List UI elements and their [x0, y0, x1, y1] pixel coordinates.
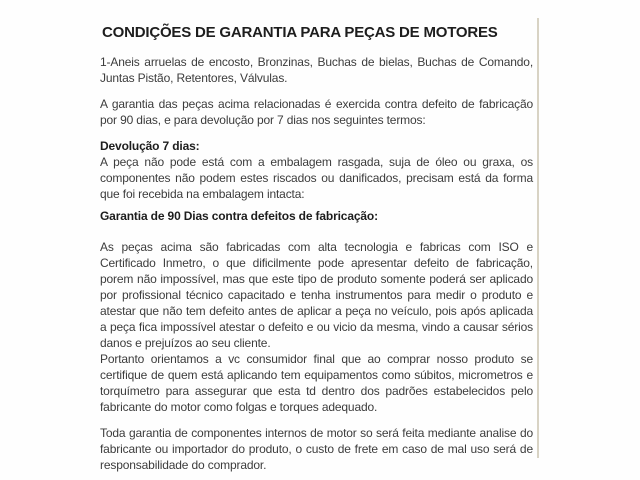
right-border-divider	[537, 18, 539, 458]
return-policy-heading: Devolução 7 dias:	[100, 139, 200, 153]
document-title: CONDIÇÕES DE GARANTIA PARA PEÇAS DE MOTORES	[102, 24, 498, 41]
return-policy-paragraph: A peça não pode está com a embalagem rasgada, suja de óleo ou graxa, os componentes não podem estes riscados ou danificados, precisam está da forma que foi recebida na embalagem intacta:	[100, 155, 533, 201]
factory-defect-paragraph-2: Portanto orientamos a vc consumidor final que ao comprar nosso produto se certifique de quem está aplicando tem equipamentos como súbitos, micrometros e torquímetro para assegurar que esta td dentro dos padrões estabelecidos pelo fabricante do motor como folgas e torques adequado.	[100, 352, 533, 414]
factory-defect-heading: Garantia de 90 Dias contra defeitos de fabricação:	[100, 209, 378, 223]
factory-defect-paragraph-1: As peças acima são fabricadas com alta tecnologia e fabricas com ISO e Certificado Inmetro, o que dificilmente pode apresentar defeito de fabricação, porem não impossível, mas que este tipo de produto somente poderá ser aplicado por profissional técnico capacitado e tenha instrumentos para medir o produto e atestar que não tem defeito antes de aplicar a peça no veículo, pois após aplicada a peça fica impossível atestar o defeito e ou vicio da mesma, vindo a causar sérios danos e prejuízos ao seu cliente.	[100, 240, 533, 350]
closing-paragraph: Toda garantia de componentes internos de motor so será feita mediante analise do fabricante ou importador do produto, o custo de frete em caso de mal uso será de responsabilidade do comprador.	[100, 426, 533, 472]
warranty-terms-paragraph: A garantia das peças acima relacionadas é exercida contra defeito de fabricação por 90 dias, e para devolução por 7 dias nos seguintes termos:	[100, 97, 533, 127]
parts-list-paragraph: 1-Aneis arruelas de encosto, Bronzinas, Buchas de bielas, Buchas de Comando, Juntas Pistão, Retentores, Válvulas.	[100, 55, 533, 85]
warranty-document	[100, 24, 533, 480]
